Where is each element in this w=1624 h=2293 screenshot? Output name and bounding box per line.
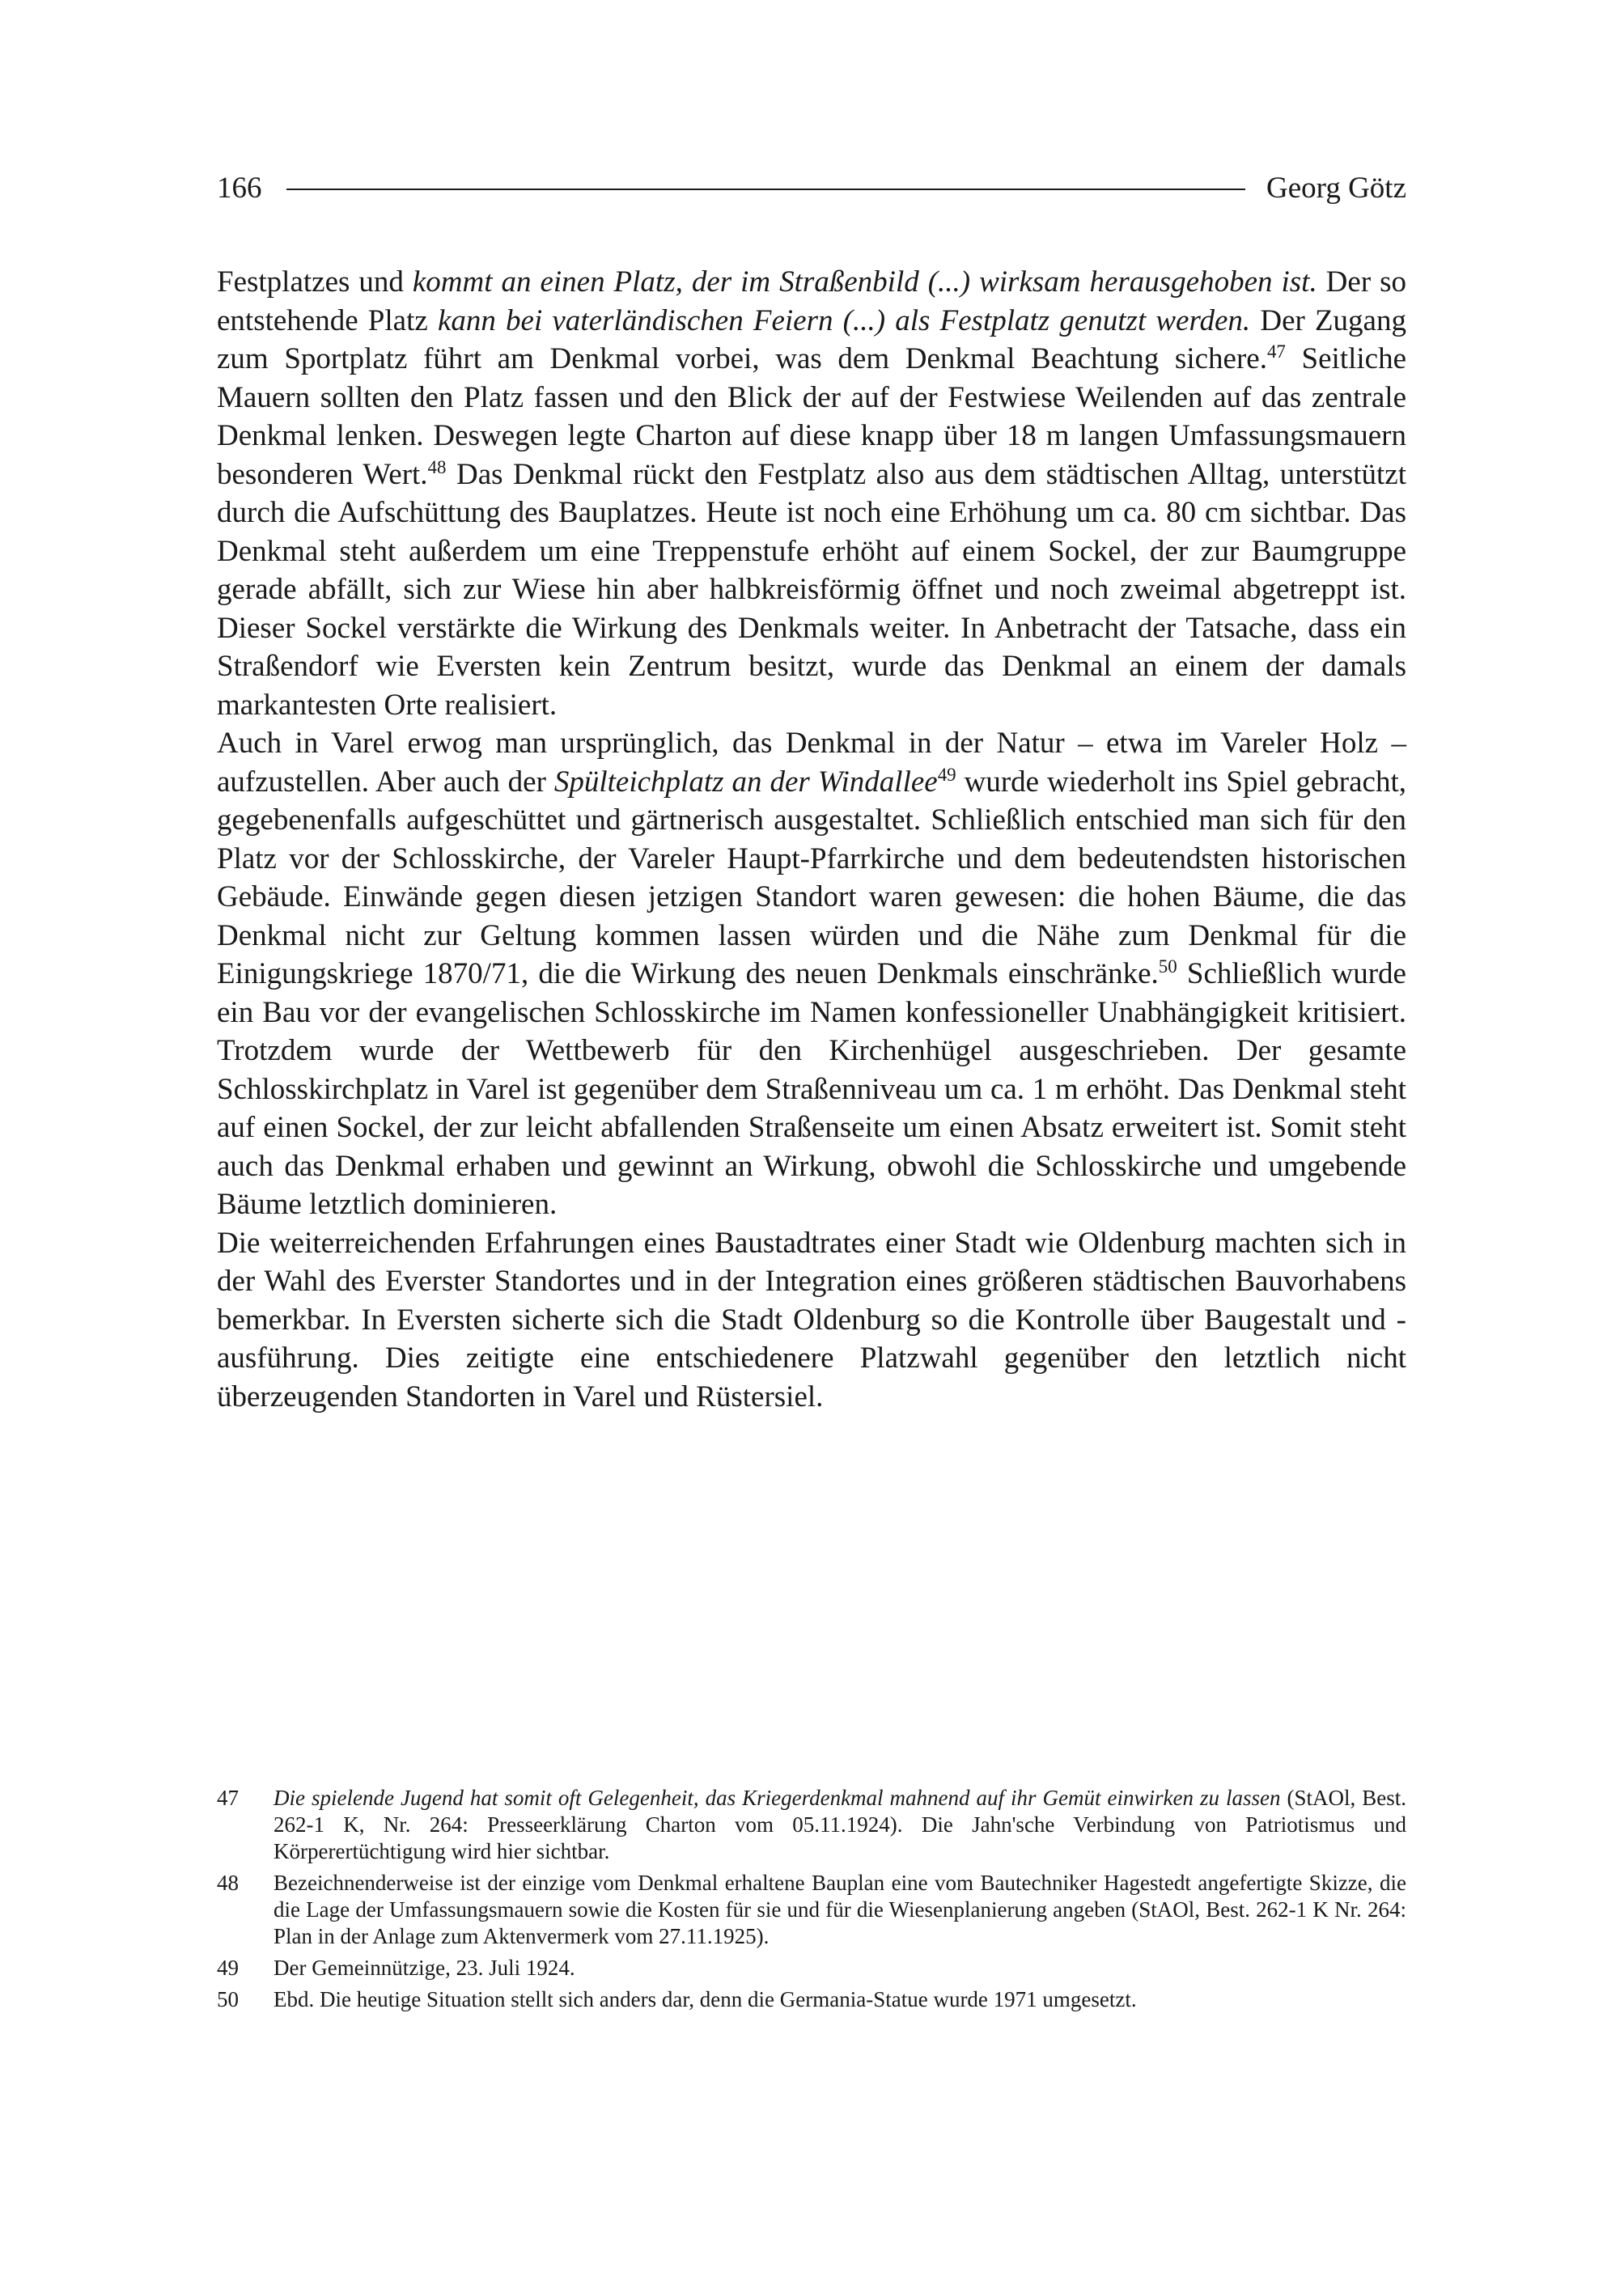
footnote-50 <box>217 1986 1406 2013</box>
paragraph-1 <box>217 263 1406 724</box>
footnote-47 <box>217 1785 1406 1865</box>
footnote-49 <box>217 1955 1406 1981</box>
footnote-number: 49 <box>217 1956 239 1980</box>
running-author: Georg Götz <box>1266 171 1406 205</box>
place-italic: Spülteichplatz an der Windallee <box>553 765 938 799</box>
footnote-quote: Die spielende Jugend hat somit oft Gelegenheit, das Kriegerdenkmal mahnend auf ihr Gemüt einwirken zu lassen <box>273 1786 1281 1810</box>
text-run: Das Denkmal rückt den Festplatz also aus dem städtischen Alltag, unterstützt durch die Aufschüttung des Bauplatzes. Heute ist noch eine Erhöhung um ca. 80 cm sichtbar. Das Denkmal steht außerdem um eine Treppenstufe erhöht auf einem Sockel, der zur Baumgruppe gerade abfällt, sich zur Wiese hin aber halbkreisförmig öffnet und noch zweimal abgetreppt ist. Dieser Sockel verstärkte die Wirkung des Denkmals weiter. In Anbetracht der Tatsache, dass ein Straßendorf wie Eversten kein Zentrum besitzt, wurde das Denkmal an einem der damals markantesten Orte realisiert. <box>217 457 1406 722</box>
footnotes <box>217 1785 1406 2018</box>
paragraph-3 <box>217 1224 1406 1417</box>
text-run: Seitliche Mauern sollten den Platz fassen und den Blick der auf der Festwiese Weilenden auf das zentrale Denkmal lenken. Deswegen legte Charton auf diese knapp über 18 m langen Umfassungsmauern besonderen Wert. <box>217 342 1407 491</box>
footnote-body: Bezeichnenderweise ist der einzige vom Denkmal erhaltene Bauplan eine vom Bautechniker Hagestedt angefertigte Skizze, die die Lage der Umfassungsmauern sowie die Kosten für sie und für die Wiesenplanierung angeben (StAOl, Best. 262-1 K Nr. 264: Plan in der Anlage zum Aktenvermerk vom 27.11.1925). <box>273 1871 1406 1948</box>
footnote-body: (StAOl, Best. 262-1 K, Nr. 264: Presseerklärung Charton vom 05.11.1924). Die Jahn'sche Verbindung von Patriotismus und Körperertüchtigung wird hier sichtbar. <box>273 1786 1406 1863</box>
text-run: Die weiterreichenden Erfahrungen eines Baustadtrates einer Stadt wie Oldenburg machten sich in der Wahl des Everster Standortes und in der Integration eines größeren städtischen Bauvorhabens bemerkbar. In Eversten sicherte sich die Stadt Oldenburg so die Kontrolle über Baugestalt und -ausführung. Dies zeitigte eine entschiedenere Platzwahl gegenüber den letztlich nicht überzeugenden Standorten in Varel und Rüstersiel. <box>217 1226 1406 1414</box>
text-run: Schließlich wurde ein Bau vor der evangelischen Schlosskirche im Namen konfessioneller Unabhängigkeit kritisiert. Trotzdem wurde der Wettbewerb für den Kirchenhügel ausgeschrieben. Der gesamte Schlosskirchplatz in Varel ist gegenüber dem Straßenniveau um ca. 1 m erhöht. Das Denkmal steht auf einen Sockel, der zur leicht abfallenden Straßenseite um einen Absatz erweitert ist. Somit steht auch das Denkmal erhaben und gewinnt an Wirkung, obwohl die Schlosskirche und umgebende Bäume letztlich dominieren. <box>217 957 1406 1221</box>
header-rule <box>286 189 1246 190</box>
footnote-body: Der Gemeinnützige, 23. Juli 1924. <box>273 1956 575 1980</box>
quote-italic: kann bei vaterländischen Feiern (...) als Festplatz genutzt werden. <box>437 303 1251 337</box>
footnote-text <box>273 1986 1406 2013</box>
running-header <box>217 168 1406 207</box>
page-number: 166 <box>217 171 262 205</box>
text-run: Der Zugang zum Sportplatz führt am Denkmal vorbei, was dem Denkmal Beachtung sichere. <box>217 303 1406 375</box>
text-run: Der so entstehende Platz <box>217 265 1407 337</box>
text-run: wurde wiederholt ins Spiel gebracht, gegebenenfalls aufgeschüttet und gärtnerisch ausgestaltet. Schließlich entschied man sich für den Platz vor der Schlosskirche, der Vareler Haupt-Pfarrkirche und dem bedeutendsten historischen Gebäude. Einwände gegen diesen jetzigen Standort waren gewesen: die hohen Bäume, die das Denkmal nicht zur Geltung kommen lassen würden und die Nähe zum Denkmal für die Einigungskriege 1870/71, die die Wirkung des neuen Denkmals einschränke. <box>217 765 1407 990</box>
text-run: Festplatzes und <box>217 265 413 299</box>
footnote-number: 47 <box>217 1786 239 1810</box>
quote-italic: kommt an einen Platz, der im Straßenbild (...) wirksam herausgehoben ist. <box>412 265 1317 299</box>
footnote-ref-47[interactable]: 47 <box>1266 341 1286 362</box>
footnote-number: 48 <box>217 1871 239 1895</box>
footnote-ref-50[interactable]: 50 <box>1158 956 1177 977</box>
footnote-ref-48[interactable]: 48 <box>427 456 447 477</box>
footnote-text <box>273 1785 1406 1865</box>
main-text <box>217 263 1406 1416</box>
paragraph-2 <box>217 724 1406 1224</box>
footnote-ref-49[interactable]: 49 <box>937 764 956 785</box>
footnote-text <box>273 1870 1406 1950</box>
footnote-body: Ebd. Die heutige Situation stellt sich anders dar, denn die Germania-Statue wurde 1971 umgesetzt. <box>273 1987 1137 2011</box>
text-run: Auch in Varel erwog man ursprünglich, das Denkmal in der Natur – etwa im Vareler Holz – aufzustellen. Aber auch der <box>217 727 1406 799</box>
footnote-text <box>273 1955 1406 1981</box>
footnote-48 <box>217 1870 1406 1950</box>
footnote-number: 50 <box>217 1987 239 2011</box>
